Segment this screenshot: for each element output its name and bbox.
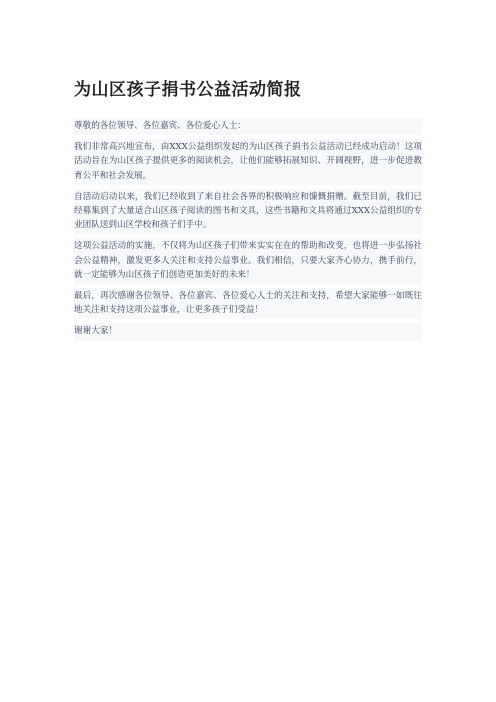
document-title: 为山区孩子捐书公益活动简报: [74, 80, 302, 100]
closing-paragraph: 谢谢大家！: [74, 323, 422, 340]
progress-paragraph: 自活动启动以来，我们已经收到了来自社会各界的积极响应和慷慨捐赠。截至目前，我们已经募集到了大量适合山区孩子阅读的图书和文具，这些书籍和文具将通过XXX公益组织的专业团队送到山区学校和孩子们手中。: [74, 189, 422, 235]
announcement-paragraph: 我们非常高兴地宣布，由XXX公益组织发起的为山区孩子捐书公益活动已经成功启动！这项活动旨在为山区孩子提供更多的阅读机会，让他们能够拓展知识、开阔视野，进一步促进教育公平和社会发展。: [74, 139, 422, 185]
greeting-paragraph: 尊敬的各位领导、各位嘉宾、各位爱心人士：: [74, 118, 422, 135]
significance-paragraph: 这项公益活动的实施，不仅将为山区孩子们带来实实在在的帮助和改变，也将进一步弘扬社会公益精神，激发更多人关注和支持公益事业。我们相信，只要大家齐心协力，携手前行，就一定能够为山区孩子们创造更加美好的未来！: [74, 238, 422, 284]
document-body: [74, 118, 422, 345]
thanks-paragraph: 最后，再次感谢各位领导、各位嘉宾、各位爱心人士的关注和支持，希望大家能够一如既往地关注和支持这项公益事业，让更多孩子们受益！: [74, 288, 422, 319]
